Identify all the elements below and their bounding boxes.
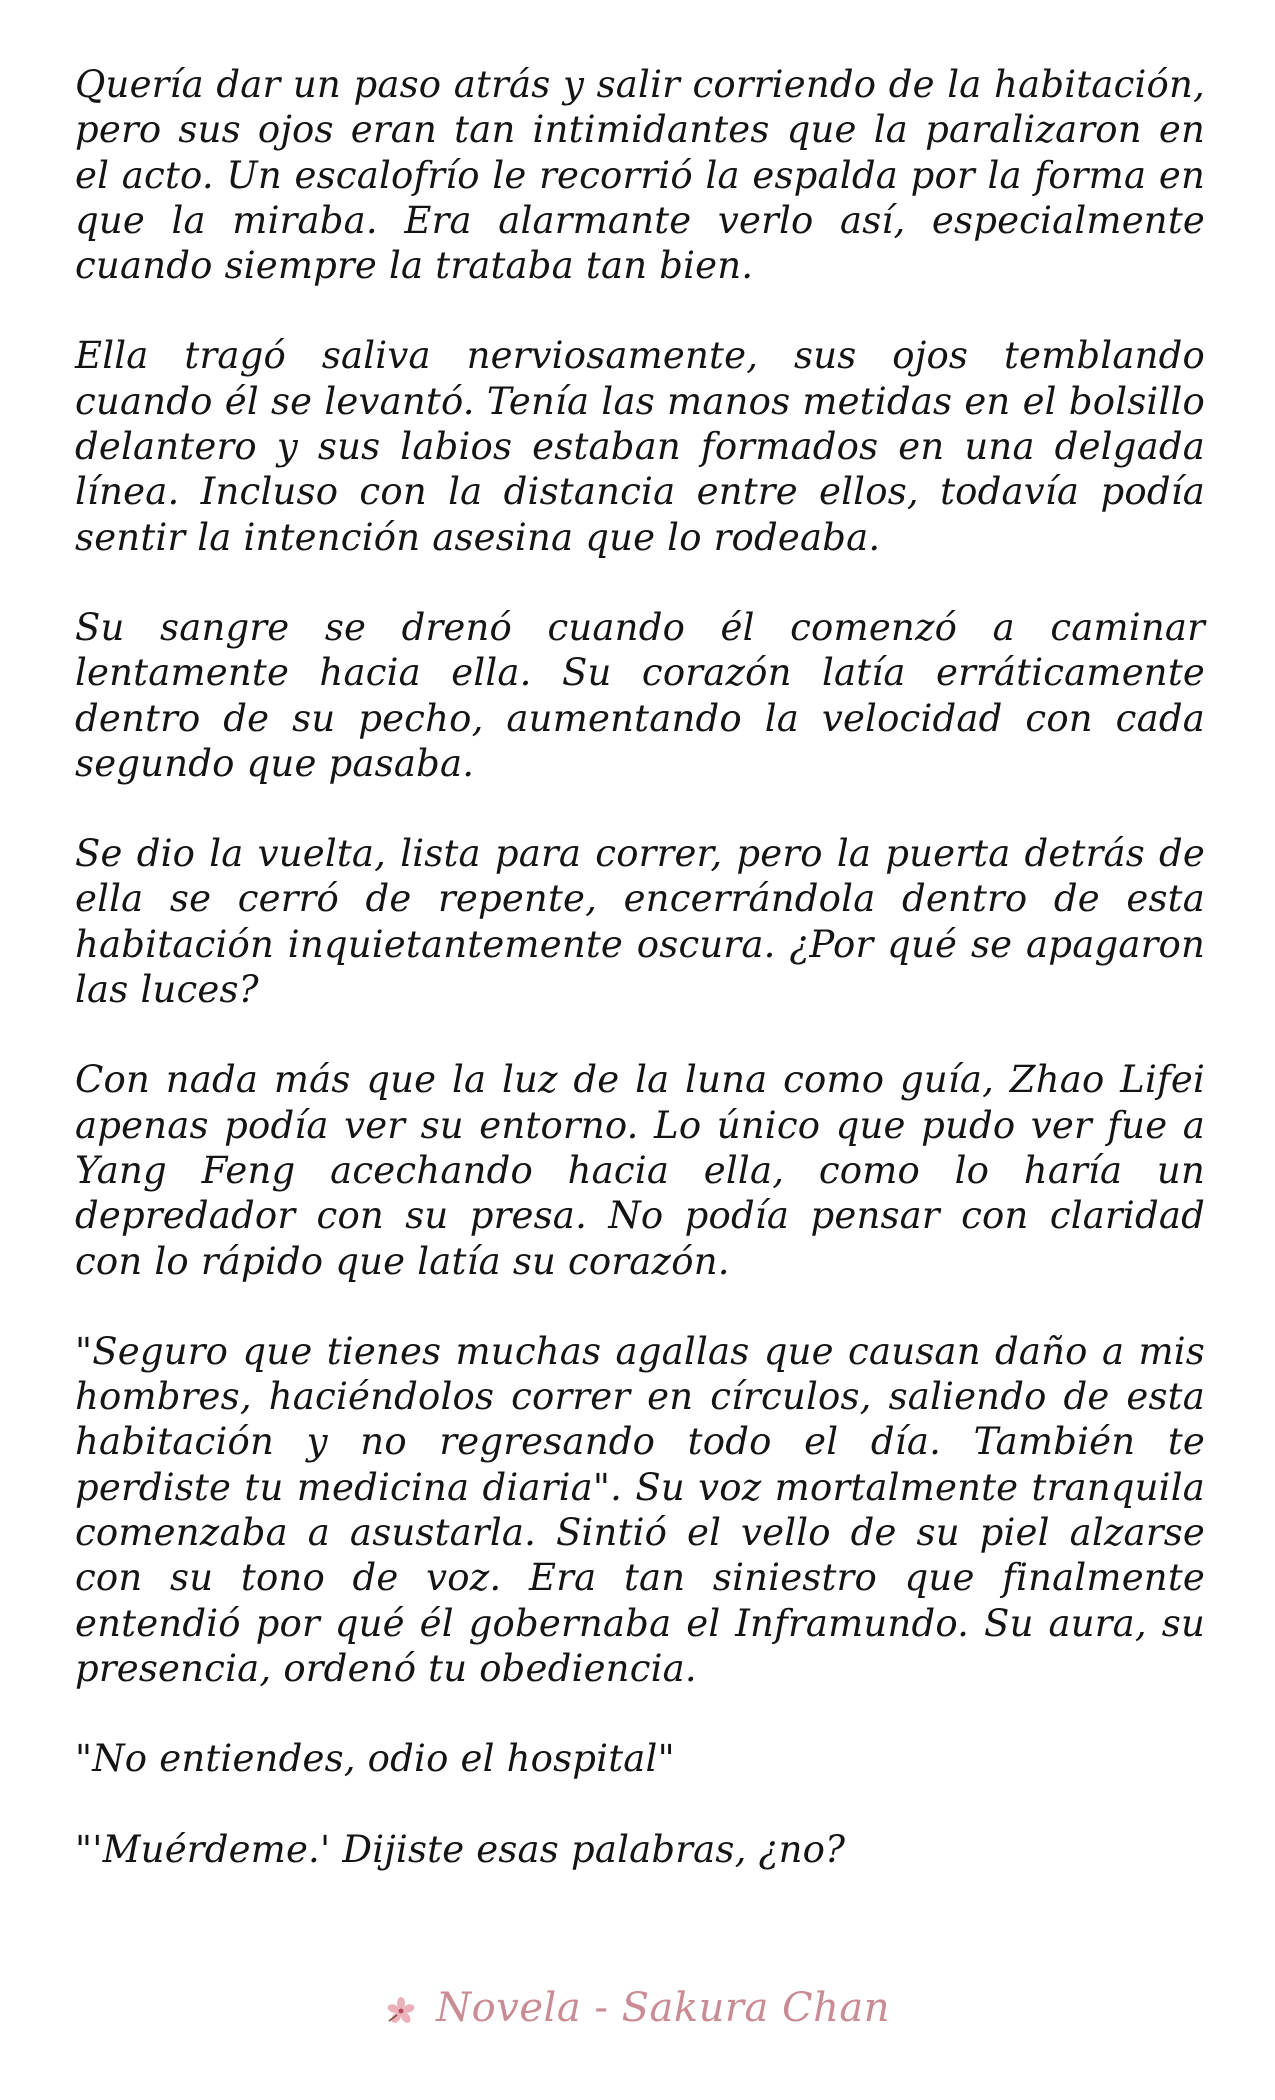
paragraph-7: "No entiendes, odio el hospital" bbox=[75, 1737, 675, 1781]
paragraph-3: Su sangre se drenó cuando él comenzó a caminar lentamente hacia ella. Su corazón latía erráticamente dentro de su pecho, aumentando la velocidad con cada segundo que pasaba. bbox=[75, 605, 1205, 785]
footer-text: Novela - Sakura Chan bbox=[436, 1985, 891, 2031]
paragraph-5: Con nada más que la luz de la luna como guía, Zhao Lifei apenas podía ver su entorno. Lo único que pudo ver fue a Yang Feng acechando hacia ella, como lo haría un depredador con su presa. No podía pensar con claridad con lo rápido que latía su corazón. bbox=[75, 1058, 1205, 1283]
paragraph-1: Quería dar un paso atrás y salir corriendo de la habitación, pero sus ojos eran tan intimidantes que la paralizaron en el acto. Un escalofrío le recorrió la espalda por la forma en que la miraba. Era alarmante verlo así, especialmente cuando siempre la trataba tan bien. bbox=[75, 63, 1205, 288]
paragraph-6: "Seguro que tienes muchas agallas que causan daño a mis hombres, haciéndolos correr en círculos, saliendo de esta habitación y no regresando todo el día. También te perdiste tu medicina diaria". Su voz mortalmente tranquila comenzaba a asustarla. Sintió el vello de su piel alzarse con su tono de voz. Era tan siniestro que finalmente entendió por qué él gobernaba el Inframundo. Su aura, su presencia, ordenó tu obediencia. bbox=[75, 1329, 1205, 1690]
sakura-flower-icon bbox=[385, 1991, 417, 2023]
paragraph-8: "'Muérdeme.' Dijiste esas palabras, ¿no? bbox=[75, 1827, 846, 1871]
paragraph-2: Ella tragó saliva nerviosamente, sus ojos temblando cuando él se levantó. Tenía las manos metidas en el bolsillo delantero y sus labios estaban formados en una delgada línea. Incluso con la distancia entre ellos, todavía podía sentir la intención asesina que lo rodeaba. bbox=[75, 334, 1205, 559]
paragraph-4: Se dio la vuelta, lista para correr, pero la puerta detrás de ella se cerró de repente, encerrándola dentro de esta habitación inquietantemente oscura. ¿Por qué se apagaron las luces? bbox=[75, 832, 1205, 1012]
watermark-footer bbox=[0, 1985, 1275, 2031]
document-body bbox=[75, 62, 1205, 1917]
